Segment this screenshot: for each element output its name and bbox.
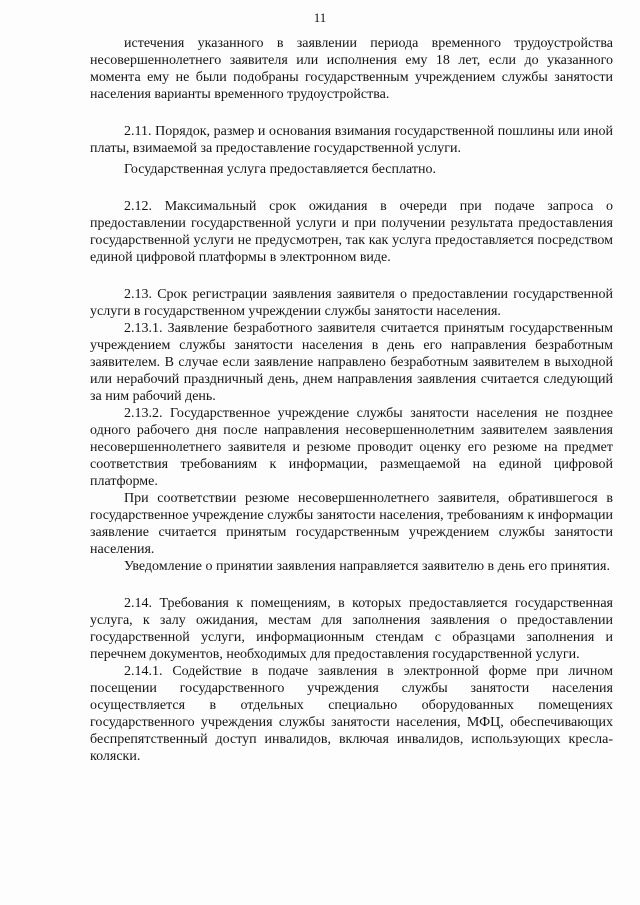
section-2-14-1-text: 2.14.1. Содействие в подаче заявления в электронной форме при личном посещении государственного учреждения службы занятости населения осуществляется в отдельных специально оборудованных помещениях государственного учреждения службы занятости населения, МФЦ, обеспечивающих беспрепятственный доступ инвалидов, включая инвалидов, использующих кресла-коляски. [90,664,613,764]
document-body [90,35,613,765]
section-2-14-heading: 2.14. Требования к помещениям, в которых предоставляется государственная услуга, к залу ожидания, местам для заполнения заявления о предоставлении государственной услуги, информационным стендам с образцами заполнения и перечнем документов, необходимых для предоставления государственной услуги. [90,596,613,662]
section-2-11-heading: 2.11. Порядок, размер и основания взимания государственной пошлины или иной платы, взимаемой за предоставление государственной услуги. [90,124,613,156]
section-2-11-text: Государственная услуга предоставляется бесплатно. [124,162,436,177]
section-2-13-2-text: 2.13.2. Государственное учреждение службы занятости населения не позднее одного рабочего дня после направления несовершеннолетним заявителем заявления несовершеннолетнего заявителя и резюме проводит оценку его резюме на предмет соответствия требованиям к информации, размещаемой на единой цифровой платформе. [90,406,613,489]
section-2-13-heading: 2.13. Срок регистрации заявления заявителя о предоставлении государственной услуги в государственном учреждении службы занятости населения. [90,287,613,319]
section-2-12-text: 2.12. Максимальный срок ожидания в очереди при подаче запроса о предоставлении государственной услуги и при получении результата предоставления государственной услуги не предусмотрен, так как услуга предоставляется посредством единой цифровой платформы в электронном виде. [90,199,613,265]
section-2-13-2-resume-text: При соответствии резюме несовершеннолетнего заявителя, обратившегося в государственное учреждение службы занятости населения, требованиям к информации заявление считается принятым государственным учреждением службы занятости населения. [90,491,613,557]
paragraph-continuation: истечения указанного в заявлении периода временного трудоустройства несовершеннолетнего заявителя или исполнения ему 18 лет, если до указанного момента ему не были подобраны государственным учреждением службы занятости населения варианты временного трудоустройства. [90,36,613,102]
section-2-13-1-text: 2.13.1. Заявление безработного заявителя считается принятым государственным учреждением службы занятости населения в день его направления безработным заявителем. В случае если заявление направлено безработным заявителем в выходной или нерабочий праздничный день, днем направления заявления считается следующий за ним рабочий день. [90,321,613,404]
page-number: 11 [313,10,327,25]
section-2-13-2-notice-text: Уведомление о принятии заявления направляется заявителю в день его принятия. [124,559,610,574]
